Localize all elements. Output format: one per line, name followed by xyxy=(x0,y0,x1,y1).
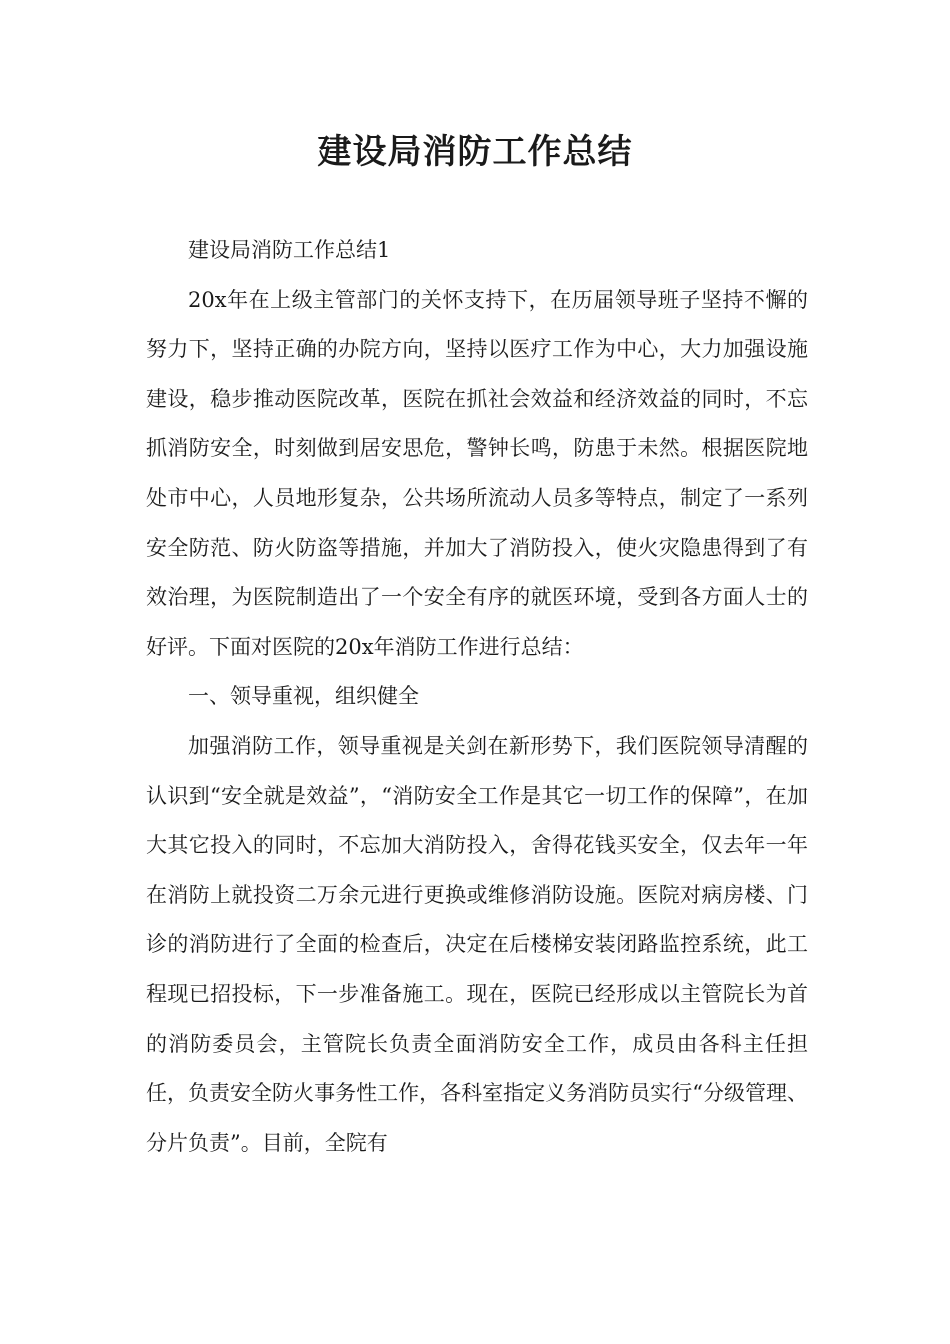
section-heading-leadership: 一、领导重视，组织健全 xyxy=(188,684,419,709)
document-body xyxy=(146,226,808,1168)
paragraph-intro: 20x年在上级主管部门的关怀支持下，在历届领导班子坚持不懈的努力下，坚持正确的办院方向，坚持以医疗工作为中心，大力加强设施建设，稳步推动医院改革，医院在抓社会效益和经济效益的同时，不忘抓消防安全，时刻做到居安思危，警钟长鸣，防患于未然。根据医院地处市中心，人员地形复杂，公共场所流动人员多等特点，制定了一系列安全防范、防火防盗等措施，并加大了消防投入，使火灾隐患得到了有效治理，为医院制造出了一个安全有序的就医环境，受到各方面人士的好评。下面对医院的20x年消防工作进行总结： xyxy=(146,287,808,659)
document-title: 建设局消防工作总结 xyxy=(317,132,633,172)
paragraph-leadership: 加强消防工作，领导重视是关剑在新形势下，我们医院领导清醒的认识到“安全就是效益”，“消防安全工作是其它一切工作的保障”，在加大其它投入的同时，不忘加大消防投入，舍得花钱买安全，仅去年一年在消防上就投资二万余元进行更换或维修消防设施。医院对病房楼、门诊的消防进行了全面的检查后，决定在后楼梯安装闭路监控系统，此工程现已招投标，下一步准备施工。现在，医院已经形成以主管院长为首的消防委员会，主管院长负责全面消防安全工作，成员由各科主任担任，负责安全防火事务性工作，各科室指定义务消防员实行“分级管理、分片负责”。目前，全院有 xyxy=(146,733,808,1155)
section-heading-1: 建设局消防工作总结1 xyxy=(188,238,391,262)
